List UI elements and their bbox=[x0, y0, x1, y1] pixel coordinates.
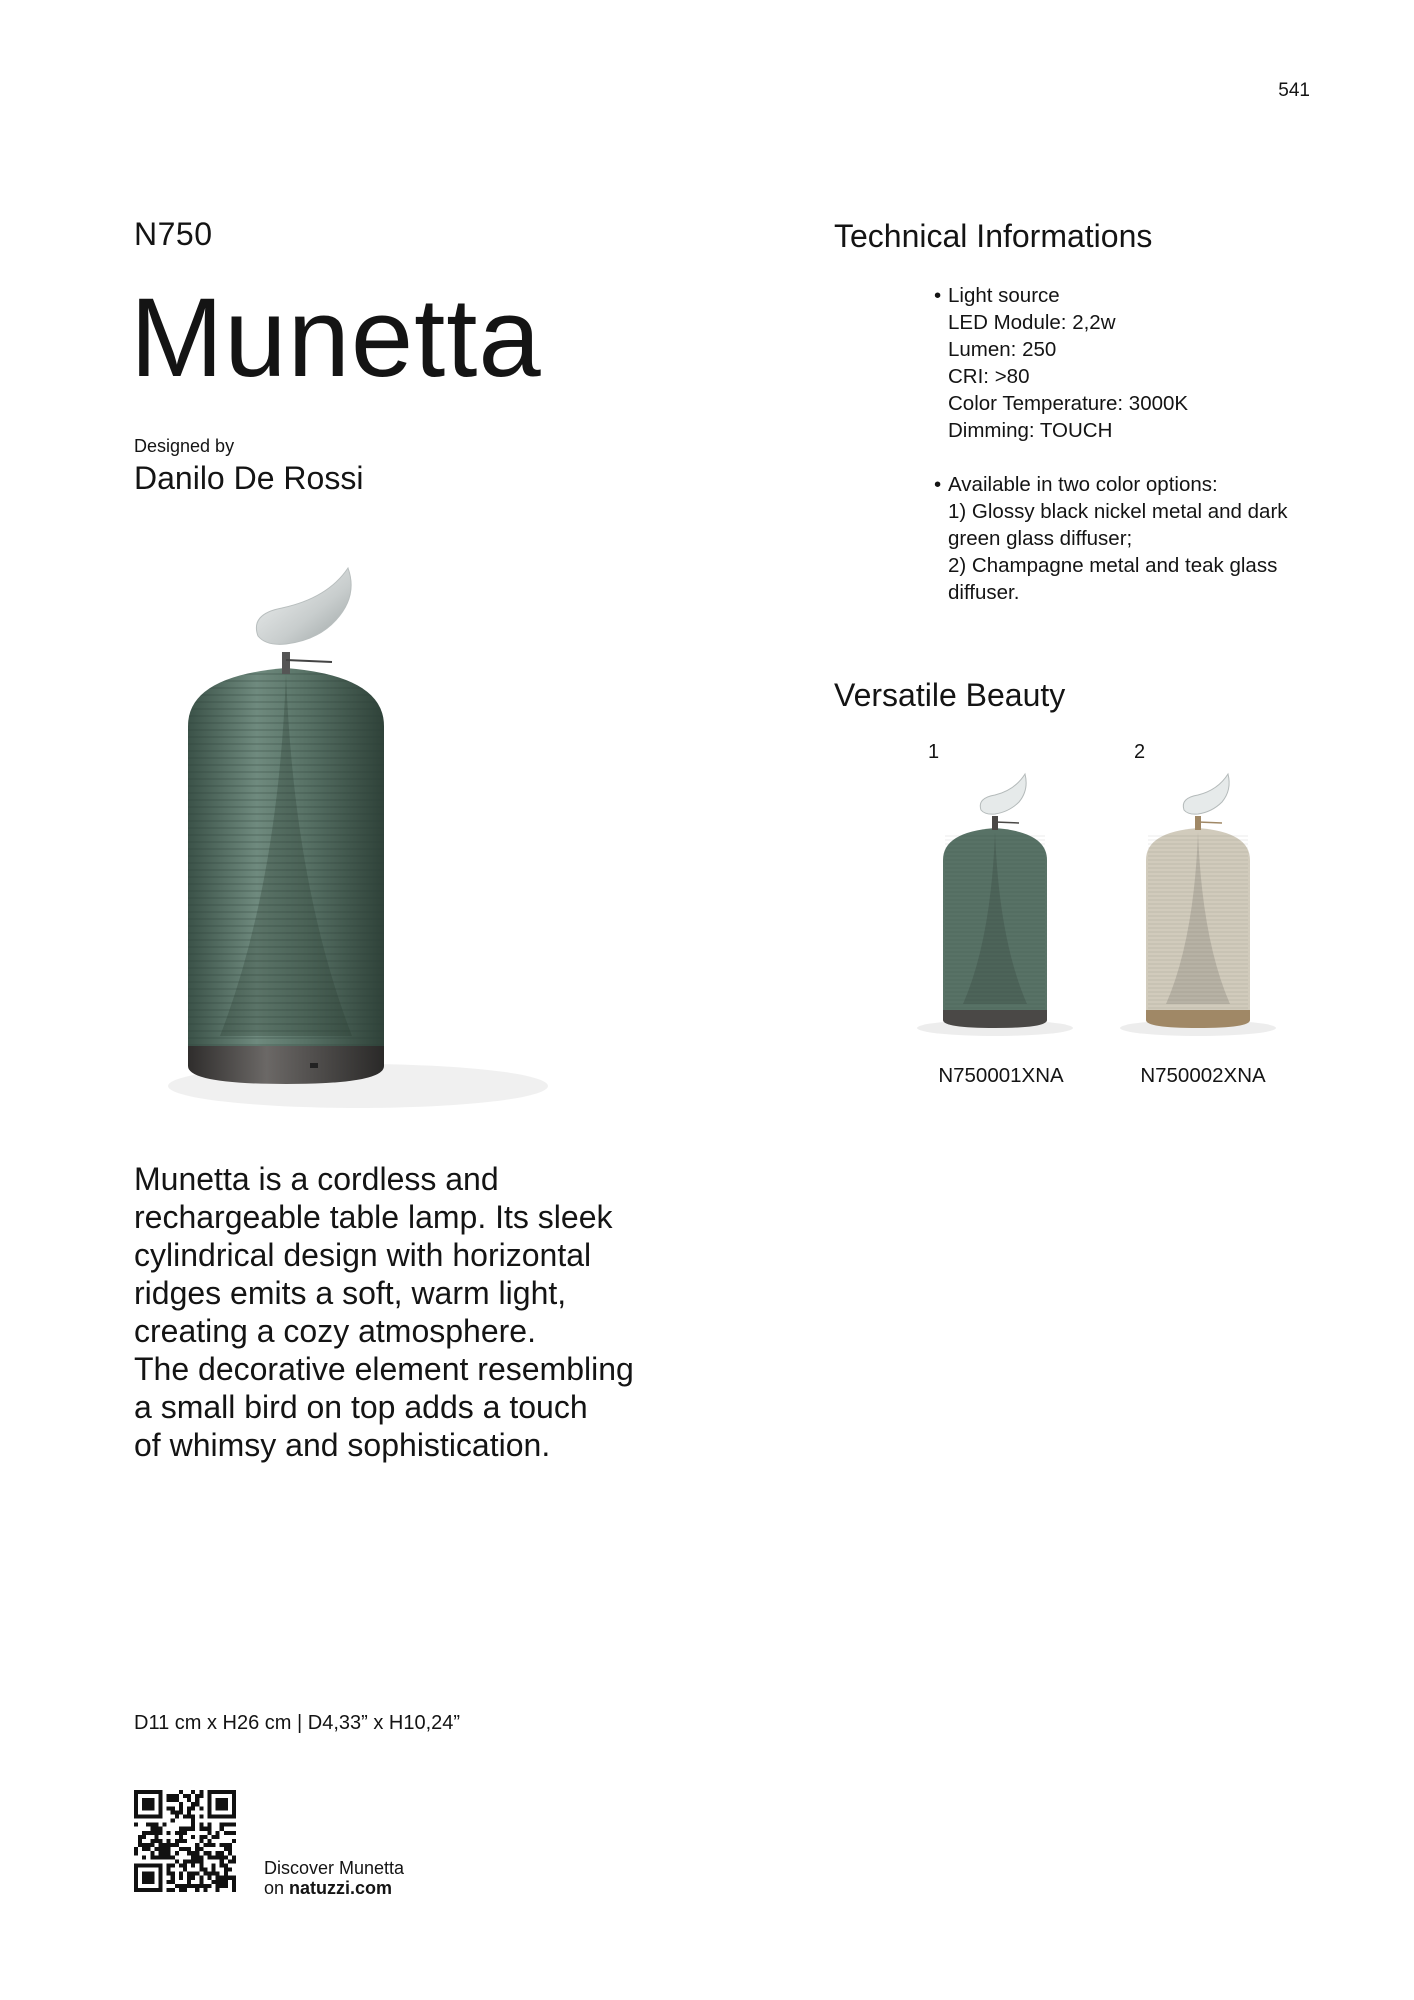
product-description bbox=[134, 1160, 694, 1464]
spec-line: 1) Glossy black nickel metal and dark bbox=[948, 500, 1288, 523]
qr-code[interactable] bbox=[134, 1790, 236, 1892]
site-link[interactable]: natuzzi.com bbox=[289, 1878, 393, 1898]
discover-line-2 bbox=[264, 1878, 404, 1898]
dimensions: D11 cm x H26 cm | D4,33” x H10,24” bbox=[134, 1712, 461, 1734]
variant-2-number: 2 bbox=[1134, 741, 1146, 763]
variant-1-number: 1 bbox=[928, 741, 940, 763]
spec-line: • Light source bbox=[934, 282, 1334, 309]
color-options-spec bbox=[934, 471, 1334, 606]
description-line: The decorative element resembling bbox=[134, 1351, 634, 1387]
spec-line: green glass diffuser; bbox=[948, 527, 1133, 550]
variant-2-code: N750002XNA bbox=[1140, 1064, 1266, 1087]
discover-link[interactable] bbox=[264, 1858, 404, 1898]
versatile-heading: Versatile Beauty bbox=[834, 677, 1066, 713]
designer-name: Danilo De Rossi bbox=[134, 460, 364, 496]
variant-1-code: N750001XNA bbox=[938, 1064, 1064, 1087]
description-line: ridges emits a soft, warm light, bbox=[134, 1275, 567, 1311]
page-number: 541 bbox=[1278, 80, 1310, 101]
spec-line: Color Temperature: 3000K bbox=[948, 392, 1189, 415]
spec-line: LED Module: 2,2w bbox=[948, 311, 1116, 334]
description-line: rechargeable table lamp. Its sleek bbox=[134, 1199, 613, 1235]
description-line: of whimsy and sophistication. bbox=[134, 1427, 551, 1463]
light-source-spec bbox=[934, 282, 1334, 444]
spec-line: • Available in two color options: bbox=[934, 471, 1334, 498]
description-line: Munetta is a cordless and bbox=[134, 1161, 499, 1197]
description-line: creating a cozy atmosphere. bbox=[134, 1313, 536, 1349]
variant-1-lamp-image bbox=[915, 770, 1075, 1038]
discover-prefix: on bbox=[264, 1878, 290, 1898]
designed-by-label: Designed by bbox=[134, 436, 235, 456]
spec-line: Lumen: 250 bbox=[948, 338, 1057, 361]
spec-line: diffuser. bbox=[948, 581, 1020, 604]
spec-line: Dimming: TOUCH bbox=[948, 419, 1113, 442]
description-line: a small bird on top adds a touch bbox=[134, 1389, 588, 1425]
spec-line: CRI: >80 bbox=[948, 365, 1030, 388]
description-line: cylindrical design with horizontal bbox=[134, 1237, 592, 1273]
spec-line: 2) Champagne metal and teak glass bbox=[948, 554, 1278, 577]
product-code: N750 bbox=[134, 216, 213, 252]
technical-heading: Technical Informations bbox=[834, 218, 1153, 254]
variant-2-lamp-image bbox=[1118, 770, 1278, 1038]
product-name: Munetta bbox=[130, 275, 542, 400]
discover-line-1: Discover Munetta bbox=[264, 1858, 405, 1878]
main-lamp-image bbox=[158, 556, 558, 1116]
